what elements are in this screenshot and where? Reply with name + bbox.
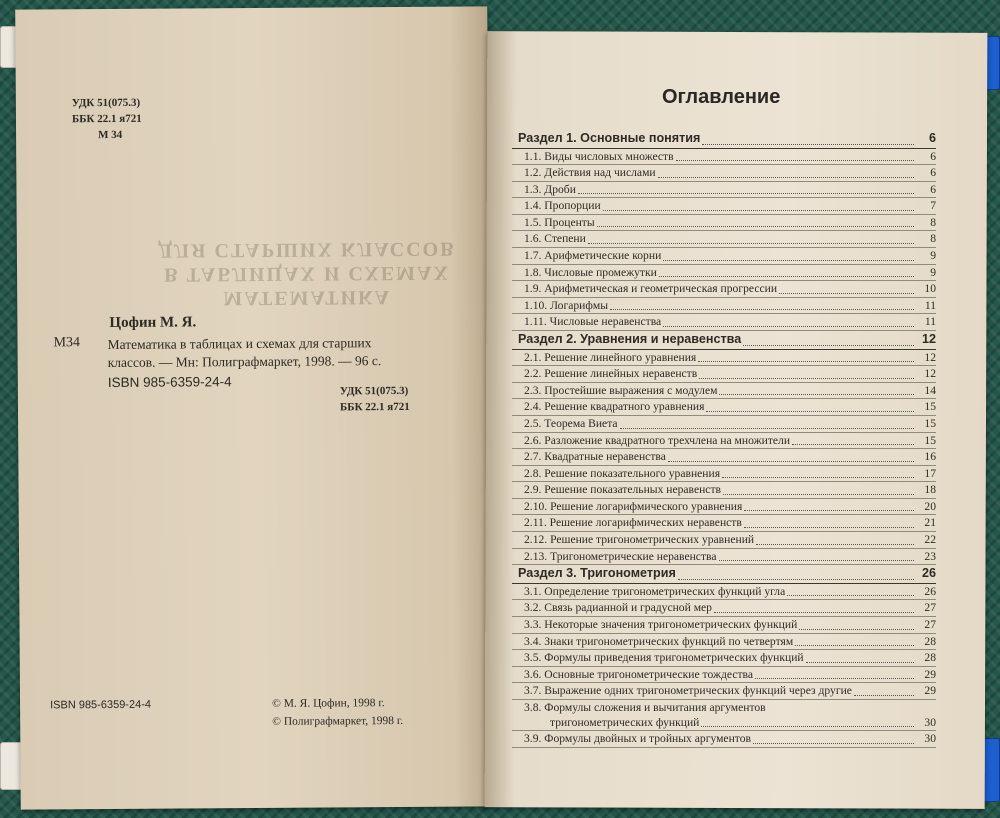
toc-item-page: 26: [924, 584, 936, 598]
toc-section-label: Раздел 3. Тригонометрия: [518, 566, 676, 581]
copyright-publisher: © Полиграфмаркет, 1998 г.: [272, 714, 404, 728]
left-page: [15, 6, 493, 809]
toc-item: [512, 617, 936, 634]
toc-item-page: 20: [924, 499, 936, 513]
toc-item: [512, 281, 936, 298]
toc-item-label: 1.4. Пропорции: [524, 199, 601, 213]
toc-section-1: [512, 130, 936, 149]
toc-item-label: 3.7. Выражение одних тригонометрических функций через другие: [524, 684, 852, 698]
toc-item-page: 29: [924, 684, 936, 698]
toc-item-label: 1.6. Степени: [524, 232, 586, 246]
toc-item-label: 2.13. Тригонометрические неравенства: [524, 549, 717, 563]
toc-item-page: 7: [930, 199, 936, 213]
toc-item-page: 15: [924, 433, 936, 447]
toc-item: [512, 383, 936, 400]
copyright-author: © М. Я. Цофин, 1998 г.: [272, 697, 385, 710]
toc-section-page: 12: [921, 332, 936, 347]
toc-item: [512, 298, 936, 315]
toc-item: [512, 532, 936, 549]
toc-item: [512, 265, 936, 282]
toc-item: [512, 584, 936, 601]
toc-item-page: 9: [930, 249, 936, 263]
toc-item-label: 2.11. Решение логарифмических неравенств: [524, 516, 742, 530]
description-line-1: Математика в таблицах и схемах для старших: [107, 335, 372, 353]
toc-item-page: 6: [930, 149, 936, 163]
toc-item-label-continued: тригонометрических функций: [550, 715, 700, 729]
toc-item-label: 1.7. Арифметические корни: [524, 249, 662, 263]
toc-item: [512, 650, 936, 667]
toc-item-page: 10: [924, 282, 936, 296]
table-of-contents: [512, 130, 936, 748]
toc-item-label: 1.9. Арифметическая и геометрическая прогрессии: [524, 282, 778, 296]
bbk-bottom: ББК 22.1 я721: [339, 400, 410, 414]
toc-item-page: 21: [924, 516, 936, 530]
toc-item-page: 9: [930, 265, 936, 279]
toc-item: [512, 482, 936, 499]
author: Цофин М. Я.: [109, 314, 197, 332]
toc-item: [512, 549, 936, 566]
toc-item: [512, 366, 936, 383]
toc-item-page: 8: [930, 215, 936, 229]
toc-item: [512, 231, 936, 248]
toc-item: [512, 182, 936, 199]
toc-item: [512, 165, 936, 182]
toc-item-page: 27: [924, 617, 936, 631]
toc-item-label: 1.11. Числовые неравенства: [524, 315, 662, 329]
bleed-through-line-1: МАТЕМАТИКА: [223, 286, 392, 310]
toc-item-label: 1.2. Действия над числами: [524, 166, 656, 180]
toc-title: Оглавление: [662, 86, 781, 108]
toc-section-3: [512, 565, 936, 584]
toc-item-label: 2.2. Решение линейных неравенств: [524, 367, 698, 381]
toc-item-page: 15: [924, 400, 936, 414]
bleed-through-line-3: ДЛЯ СТАРШИХ КЛАССОВ: [158, 237, 456, 262]
toc-item-page: 22: [924, 533, 936, 547]
toc-item: [512, 499, 936, 516]
toc-item-page: 30: [924, 715, 936, 729]
toc-item-page: 16: [924, 450, 936, 464]
toc-item: [512, 700, 936, 731]
toc-item-page: 18: [924, 483, 936, 497]
toc-item-page: 28: [924, 634, 936, 648]
toc-item: [512, 433, 936, 450]
description-line-2: классов. — Мн: Полиграфмаркет, 1998. — 96 с.: [107, 353, 382, 371]
toc-item-page: 27: [924, 601, 936, 615]
toc-item-label: 3.1. Определение тригонометрических функций угла: [524, 584, 786, 598]
toc-item-page: 12: [924, 350, 936, 364]
code-side: М34: [53, 335, 81, 351]
toc-item-page: 11: [924, 298, 936, 312]
toc-item-page: 14: [924, 383, 936, 397]
toc-item-label: 2.10. Решение логарифмического уравнения: [524, 499, 743, 513]
toc-item-label: 3.2. Связь радианной и градусной мер: [524, 601, 712, 615]
toc-item-label: 3.9. Формулы двойных и тройных аргументов: [524, 731, 751, 745]
toc-item-page: 28: [924, 651, 936, 665]
toc-item: [512, 215, 936, 232]
toc-item: [512, 667, 936, 684]
toc-item-page: 11: [924, 315, 936, 329]
toc-item-page: 29: [924, 667, 936, 681]
toc-item-label: 1.1. Виды числовых множеств: [524, 149, 674, 163]
toc-item-label: 3.8. Формулы сложения и вычитания аргументов: [524, 700, 766, 714]
toc-item: [512, 350, 936, 367]
udk-top: УДК 51(075.3): [71, 96, 141, 110]
toc-item-label: 3.6. Основные тригонометрические тождества: [524, 667, 754, 681]
toc-item: [512, 149, 936, 166]
toc-item: [512, 731, 936, 748]
toc-item-page: 23: [924, 549, 936, 563]
toc-item-label: 2.6. Разложение квадратного трехчлена на множители: [524, 433, 791, 447]
toc-item-label: 1.10. Логарифмы: [524, 298, 608, 312]
toc-item-page: 8: [930, 232, 936, 246]
toc-item-label: 3.4. Знаки тригонометрических функций по четвертям: [524, 634, 794, 648]
toc-item-label: 2.5. Теорема Виета: [524, 416, 618, 430]
toc-item: [512, 416, 936, 433]
toc-item: [512, 399, 936, 416]
toc-item-page: 6: [930, 166, 936, 180]
toc-item-page: 17: [924, 466, 936, 480]
toc-item: [512, 466, 936, 483]
toc-section-2: [512, 331, 936, 350]
toc-item: [512, 198, 936, 215]
toc-item: [512, 634, 936, 651]
toc-item: [512, 600, 936, 617]
toc-item-label: 1.3. Дроби: [524, 182, 576, 196]
code-top: М 34: [98, 128, 123, 142]
toc-item-label: 3.5. Формулы приведения тригонометрических функций: [524, 651, 804, 665]
toc-item: [512, 515, 936, 532]
isbn-footer: ISBN 985-6359-24-4: [50, 698, 152, 712]
toc-item: [512, 248, 936, 265]
toc-item: [512, 314, 936, 331]
toc-item-label: 2.9. Решение показательных неравенств: [524, 483, 721, 497]
toc-section-page: 6: [928, 131, 936, 145]
toc-item: [512, 449, 936, 466]
udk-bottom: УДК 51(075.3): [339, 384, 409, 398]
toc-item: [512, 683, 936, 700]
toc-item-page: 15: [924, 416, 936, 430]
bleed-through-line-2: В ТАБЛИЦАХ И СХЕМАХ: [164, 261, 451, 286]
toc-item-label: 2.1. Решение линейного уравнения: [524, 350, 697, 364]
toc-item-label: 2.7. Квадратные неравенства: [524, 450, 666, 464]
toc-section-page: 26: [921, 566, 936, 581]
toc-item-label: 2.3. Простейшие выражения с модулем: [524, 383, 718, 397]
bbk-top: ББК 22.1 я721: [71, 112, 142, 126]
toc-item-label: 3.3. Некоторые значения тригонометрических функций: [524, 617, 798, 631]
toc-item-label: 2.8. Решение показательного уравнения: [524, 466, 721, 480]
isbn: ISBN 985-6359-24-4: [107, 374, 232, 391]
toc-item-page: 12: [924, 367, 936, 381]
toc-item-label: 2.12. Решение тригонометрических уравнений: [524, 533, 755, 547]
toc-item-label: 1.8. Числовые промежутки: [524, 265, 657, 279]
toc-item-page: 6: [930, 182, 936, 196]
toc-section-label: Раздел 1. Основные понятия: [518, 131, 701, 145]
toc-item-page: 30: [924, 731, 936, 745]
toc-section-label: Раздел 2. Уравнения и неравенства: [518, 332, 742, 347]
toc-item-label: 1.5. Проценты: [524, 215, 595, 229]
toc-item-label: 2.4. Решение квадратного уравнения: [524, 400, 705, 414]
